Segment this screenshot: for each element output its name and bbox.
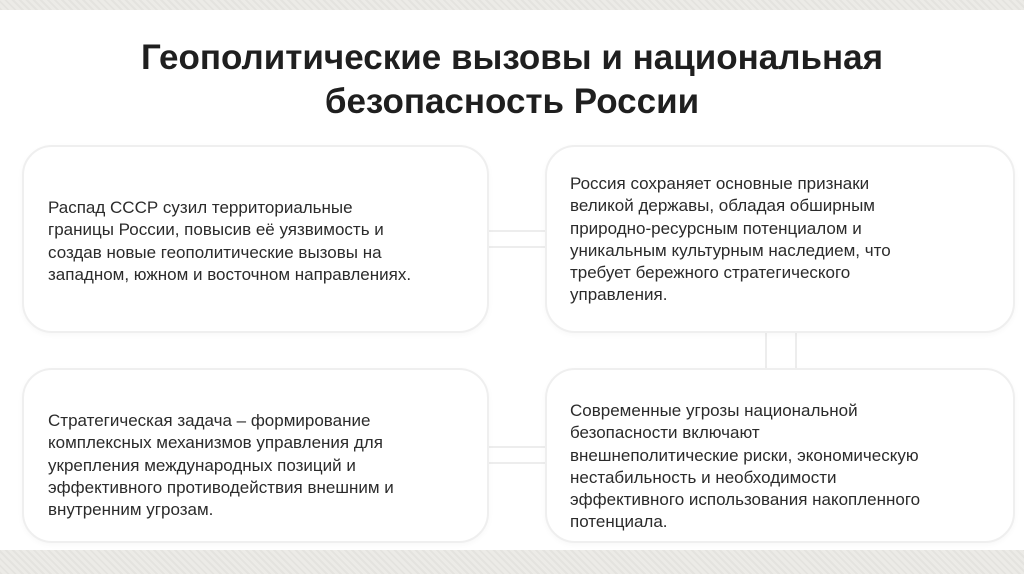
background-texture-top [0,0,1024,10]
card-text-line: уникальным культурным наследием, что [570,240,891,260]
slide-title-line-2: безопасность России [324,82,700,121]
card-text-line: границы России, повысив её уязвимость и [48,220,384,240]
slide-title-line-1: Геополитические вызовы и национальная [140,38,884,77]
card-text [48,197,473,286]
card-ussr-collapse [22,145,489,333]
card-text-line: безопасности включают [570,423,760,443]
card-text [48,410,473,521]
card-text-line: западном, южном и восточном направлениях. [48,264,412,284]
card-text-line: Россия сохраняет основные признаки [570,174,870,193]
card-text-line: Распад СССР сузил территориальные [48,198,353,217]
card-text-line: создав новые геополитические вызовы на [48,242,382,262]
card-text-line: требует бережного стратегического [570,263,851,283]
connector-top [486,230,552,248]
card-text-line: укрепления международных позиций и [48,455,356,475]
card-text-line: природно-ресурсным потенциалом и [570,218,862,238]
card-text [570,173,1000,307]
background-texture-bottom [0,550,1024,574]
card-modern-threats [545,368,1015,543]
card-text-line: великой державы, обладая обширным [570,196,875,216]
slide-title [0,36,1024,124]
card-text-line: внутренним угрозам. [48,500,214,520]
card-text [570,400,1000,534]
card-great-power [545,145,1015,333]
card-text-line: эффективного использования накопленного [570,490,921,510]
card-text-line: Стратегическая задача – формирование [48,411,371,430]
connector-bottom [486,446,552,464]
card-text-line: потенциала. [570,512,668,532]
card-text-line: нестабильность и необходимости [570,467,837,487]
card-text-line: эффективного противодействия внешним и [48,477,394,497]
card-text-line: Современные угрозы национальной [570,401,858,420]
card-strategic-task [22,368,489,543]
card-text-line: управления. [570,285,668,305]
card-text-line: комплексных механизмов управления для [48,433,383,453]
card-text-line: внешнеполитические риски, экономическую [570,445,919,465]
